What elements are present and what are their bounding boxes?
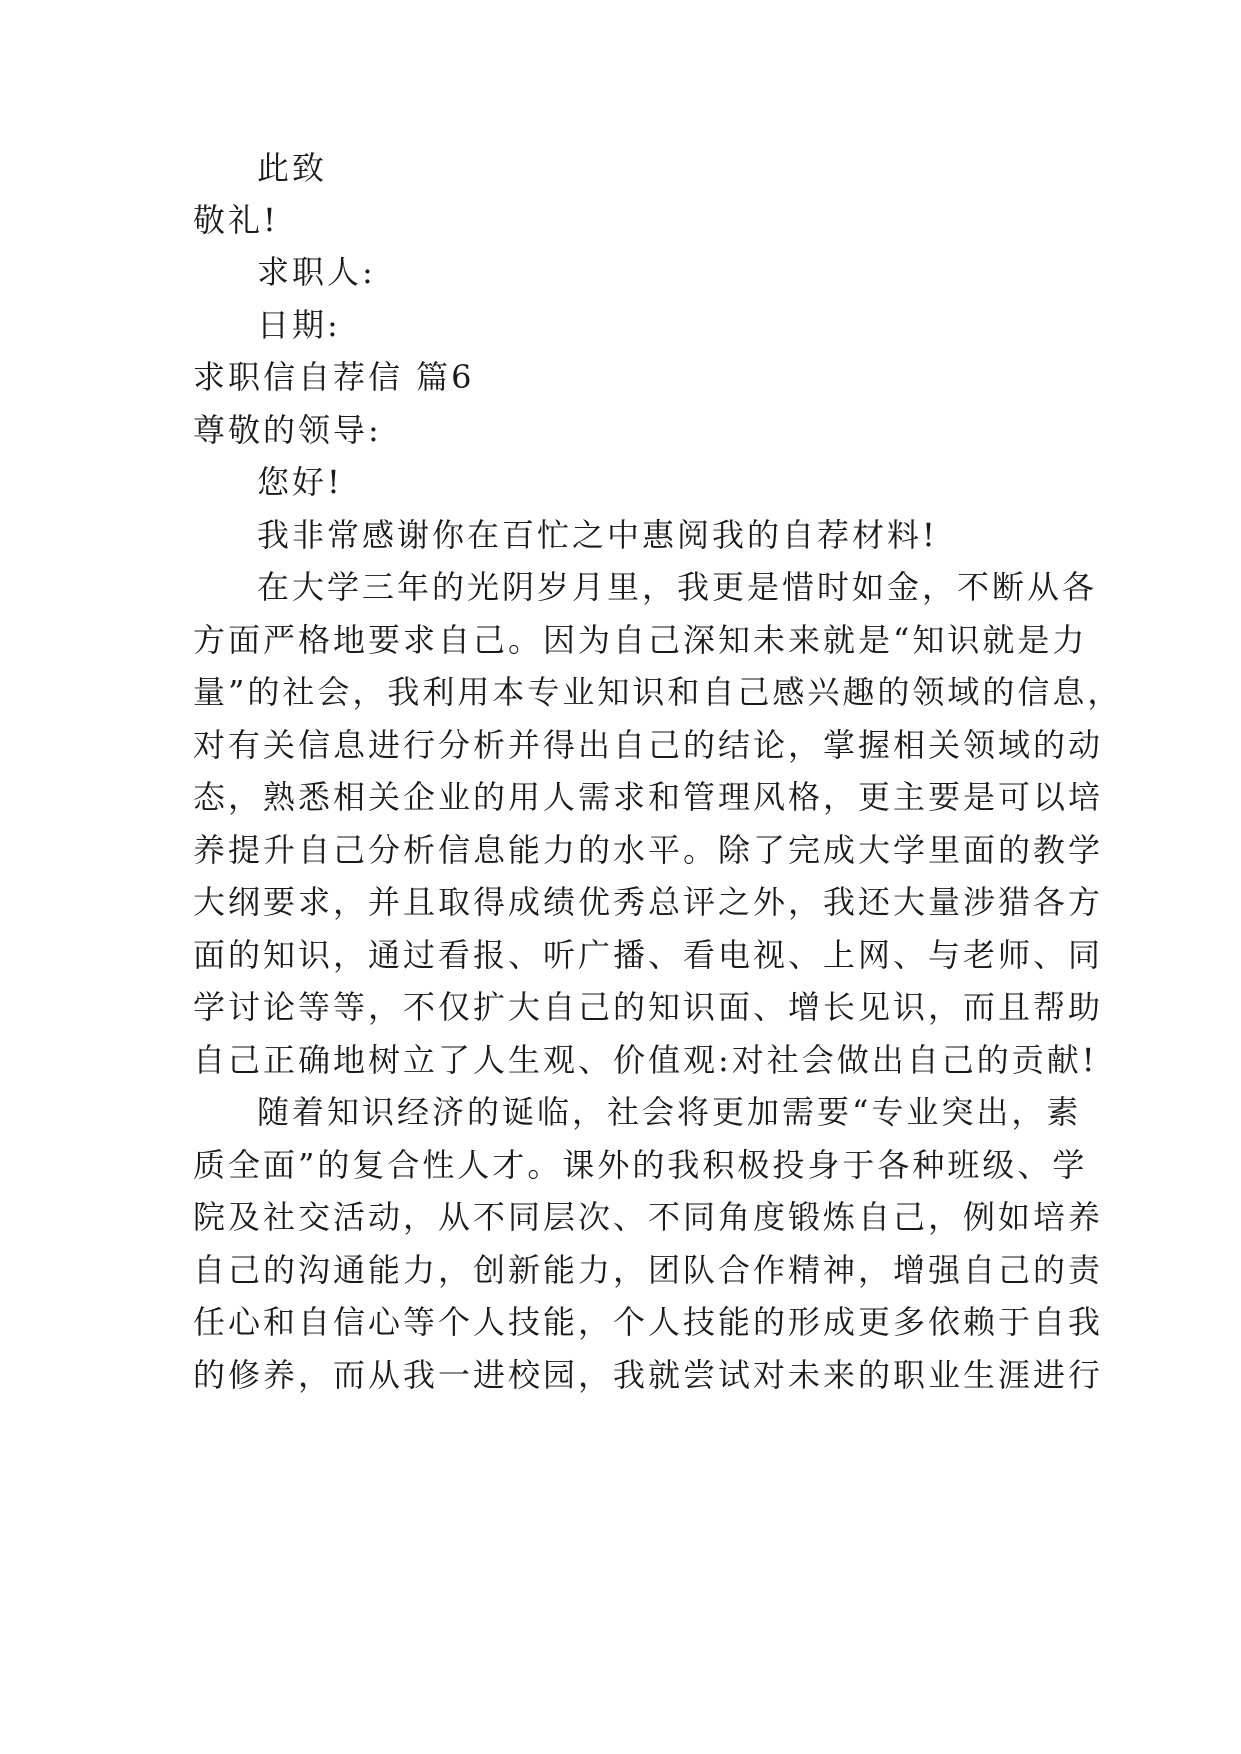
paragraph1-line: 面的知识，通过看报、听广播、看电视、上网、与老师、同 (193, 936, 1104, 974)
closing-ci-zhi: 此致 (257, 149, 328, 187)
closing-applicant: 求职人: (257, 253, 376, 291)
paragraph2-line: 随着知识经济的诞临，社会将更加需要“专业突出，素 (257, 1093, 1082, 1131)
greeting: 您好! (257, 463, 343, 501)
paragraph2-line: 质全面”的复合性人才。课外的我积极投身于各种班级、学 (193, 1146, 1088, 1184)
paragraph1-line: 方面严格地要求自己。因为自己深知未来就是“知识就是力 (193, 621, 1088, 659)
salutation: 尊敬的领导: (193, 411, 382, 449)
paragraph2-line: 院及社交活动，从不同层次、不同角度锻炼自己，例如培养 (193, 1198, 1104, 1236)
thanks-line: 我非常感谢你在百忙之中惠阅我的自荐材料! (257, 516, 938, 554)
paragraph1-line: 学讨论等等，不仅扩大自己的知识面、增长见识，而且帮助 (193, 988, 1104, 1026)
paragraph1-line: 对有关信息进行分析并得出自己的结论，掌握相关领域的动 (193, 726, 1104, 764)
paragraph1-line: 量”的社会，我利用本专业知识和自己感兴趣的领域的信息， (193, 673, 1123, 711)
paragraph1-line: 在大学三年的光阴岁月里，我更是惜时如金，不断从各 (257, 568, 1098, 606)
section-title: 求职信自荐信 篇6 (193, 358, 475, 396)
closing-jing-li: 敬礼! (193, 201, 279, 239)
paragraph1-line: 态，熟悉相关企业的用人需求和管理风格，更主要是可以培 (193, 778, 1104, 816)
closing-date: 日期: (257, 306, 341, 344)
paragraph2-line: 任心和自信心等个人技能，个人技能的形成更多依赖于自我 (193, 1303, 1104, 1341)
paragraph1-line: 自己正确地树立了人生观、价值观:对社会做出自己的贡献! (193, 1041, 1098, 1079)
paragraph2-line: 的修养，而从我一进校园，我就尝试对未来的职业生涯进行 (193, 1356, 1104, 1394)
paragraph2-line: 自己的沟通能力，创新能力，团队合作精神，增强自己的责 (193, 1251, 1104, 1289)
paragraph1-line: 养提升自己分析信息能力的水平。除了完成大学里面的教学 (193, 831, 1104, 869)
paragraph1-line: 大纲要求，并且取得成绩优秀总评之外，我还大量涉猎各方 (193, 883, 1104, 921)
